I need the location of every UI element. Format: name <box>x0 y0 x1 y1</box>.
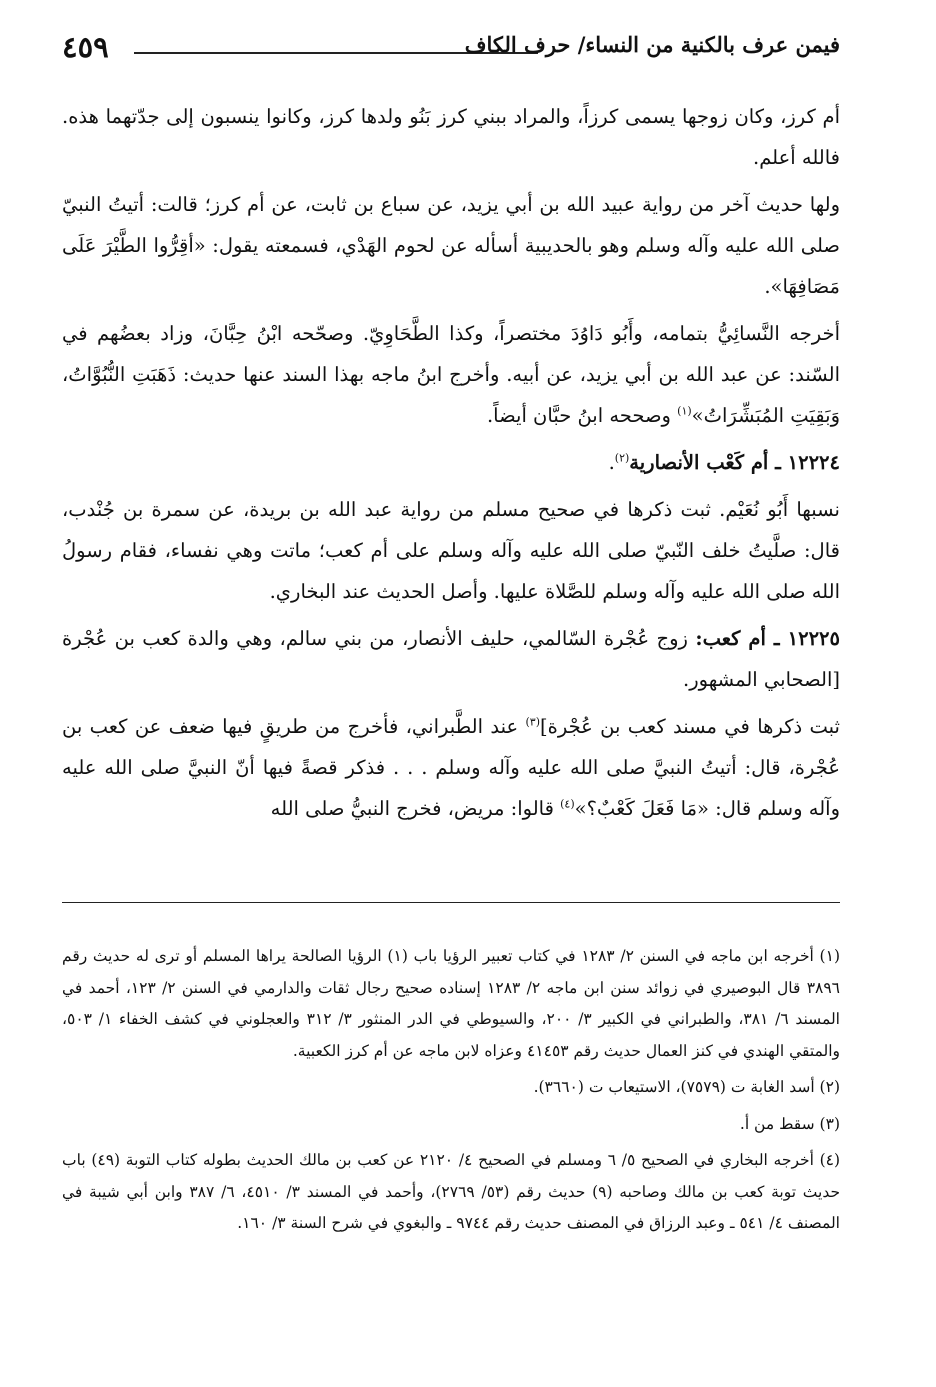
entry-12225 <box>62 618 840 700</box>
entry-12224-end: . <box>608 451 615 474</box>
footnote-separator <box>62 902 840 903</box>
footnotes <box>62 941 840 1245</box>
entry-12224-heading: ١٢٢٢٤ ـ أم كَعْب الأنصارية <box>629 451 840 474</box>
footnote-3: (٣) سقط من أ. <box>739 1114 840 1133</box>
paragraph-3-text: أخرجه النَّسائِيُّ بتمامه، وأَبُو دَاوُدَ مختصراً، وكذا الطَّحَاوِيّ. وصحّحه ابْنُ حِبَّانَ، وزاد بعضُهم في السّند: عن عبد الله بن أبي يزيد، عن أبيه. وأخرج ابنُ ماجه بهذا السند عنها حديث: ذَهَبَتِ النُّبُوَّاتُ، وَبَقِيَتِ المُبَشِّرَاتُ» <box>62 322 840 427</box>
paragraph-1: أم كرز، وكان زوجها يسمى كرزاً، والمراد ببني كرز بَنُو ولدها كرز، وكانوا ينسبون إلى جدّتهما هذه. فالله أعلم. <box>62 105 840 169</box>
paragraph-3 <box>62 313 840 436</box>
page-header <box>62 30 840 70</box>
paragraph-5-a: ثبت ذكرها في مسند كعب بن عُجْرة] <box>540 715 840 738</box>
entry-12225-heading: ١٢٢٢٥ ـ أم كعب: <box>695 627 840 650</box>
main-text <box>62 96 840 835</box>
paragraph-3-end: وصححه ابنُ حبَّان أيضاً. <box>486 404 678 427</box>
running-title: فيمن عرف بالكنية من النساء/ حرف الكاف <box>464 32 840 57</box>
entry-12224 <box>62 442 840 483</box>
paragraph-5-b: عند الطَّبراني، فأخرج من طريقٍ فيها ضعف عن كعب بن عُجْرة، قال: أتيتُ النبيَّ صلى الله عليه وآله وسلم . . . فذكر قصةً فيها أنّ النبيَّ صلى الله عليه وآله وسلم قال: «مَا فَعَلَ كَعْبٌ؟» <box>62 715 840 820</box>
paragraph-5-c: قالوا: مريض، فخرج النبيُّ صلى الله <box>270 797 561 820</box>
footnote-ref-3: (٣) <box>525 715 540 729</box>
footnote-ref-4: (٤) <box>560 797 575 811</box>
page-number: ٤٥٩ <box>62 30 109 64</box>
footnote-1: (١) أخرجه ابن ماجه في السنن ٢/ ١٢٨٣ في كتاب تعبير الرؤيا باب (١) الرؤيا الصالحة يراها المسلم أو ترى له حديث رقم ٣٨٩٦ قال البوصيري في زوائد سنن ابن ماجه ٢/ ١٢٨٣ إسناده صحيح رجال ثقات والدارمي في السنن ٢/ ١٢٣، أحمد في المسند ٦/ ٣٨١، والطبراني في الكبير ٣/ ٢٠٠، والسيوطي في الدر المنثور ٣/ ٣١٢ والعجلوني في كشف الخفاء ١/ ٥٠٣، والمتقي الهندي في كنز العمال حديث رقم ٤١٤٥٣ وعزاه لابن ماجه عن أم كرز الكعبية. <box>62 947 841 1060</box>
footnote-ref-1: (١) <box>677 404 692 418</box>
entry-12225-text: زوج عُجْرة السّالمي، حليف الأنصار، من بني سالم، وهي والدة كعب بن عُجْرة [الصحابي المشهور. <box>62 627 840 691</box>
footnote-2: (٢) أسد الغابة ت (٧٥٧٩)، الاستيعاب ت (٣٦٦٠). <box>533 1078 840 1096</box>
paragraph-2: ولها حديث آخر من رواية عبيد الله بن أبي يزيد، عن سباع بن ثابت، عن أم كرز؛ قالت: أتيتُ النبيّ صلى الله عليه وآله وسلم وهو بالحديبية أسأله عن لحوم الهَدْي، فسمعته يقول: «أقِرُّوا الطَّيْرَ عَلَى مَصَافِهَا». <box>62 193 841 298</box>
footnote-4: (٤) أخرجه البخاري في الصحيح ٥/ ٦ ومسلم في الصحيح ٤/ ٢١٢٠ عن كعب بن مالك الحديث بطوله كتاب التوبة (٤٩) باب حديث توبة كعب بن مالك وصاحبه (٩) حديث رقم (٥٣/ ٢٧٦٩)، وأحمد في المسند ٣/ ٤٥١٠، ٦/ ٣٨٧ وابن أبي شيبة في المصنف ٤/ ٥٤١ ـ وعبد الرزاق في المصنف حديث رقم ٩٧٤٤ ـ والبغوي في شرح السنة ٣/ ١٦٠. <box>62 1151 841 1232</box>
paragraph-4: نسبها أَبُو نُعَيْم. ثبت ذكرها في صحيح مسلم من رواية عبد الله بن بريدة، عن سمرة بن جُنْدب، قال: صلَّيتُ خلف النّبيّ صلى الله عليه وآله وسلم على أم كعب؛ ماتت وهي نفساء، فقام رسولُ الله صلى الله عليه وآله وسلم للصَّلاة عليها. وأصل الحديث عند البخاري. <box>62 498 840 603</box>
footnote-ref-2: (٢) <box>614 451 630 465</box>
paragraph-5 <box>62 706 840 829</box>
